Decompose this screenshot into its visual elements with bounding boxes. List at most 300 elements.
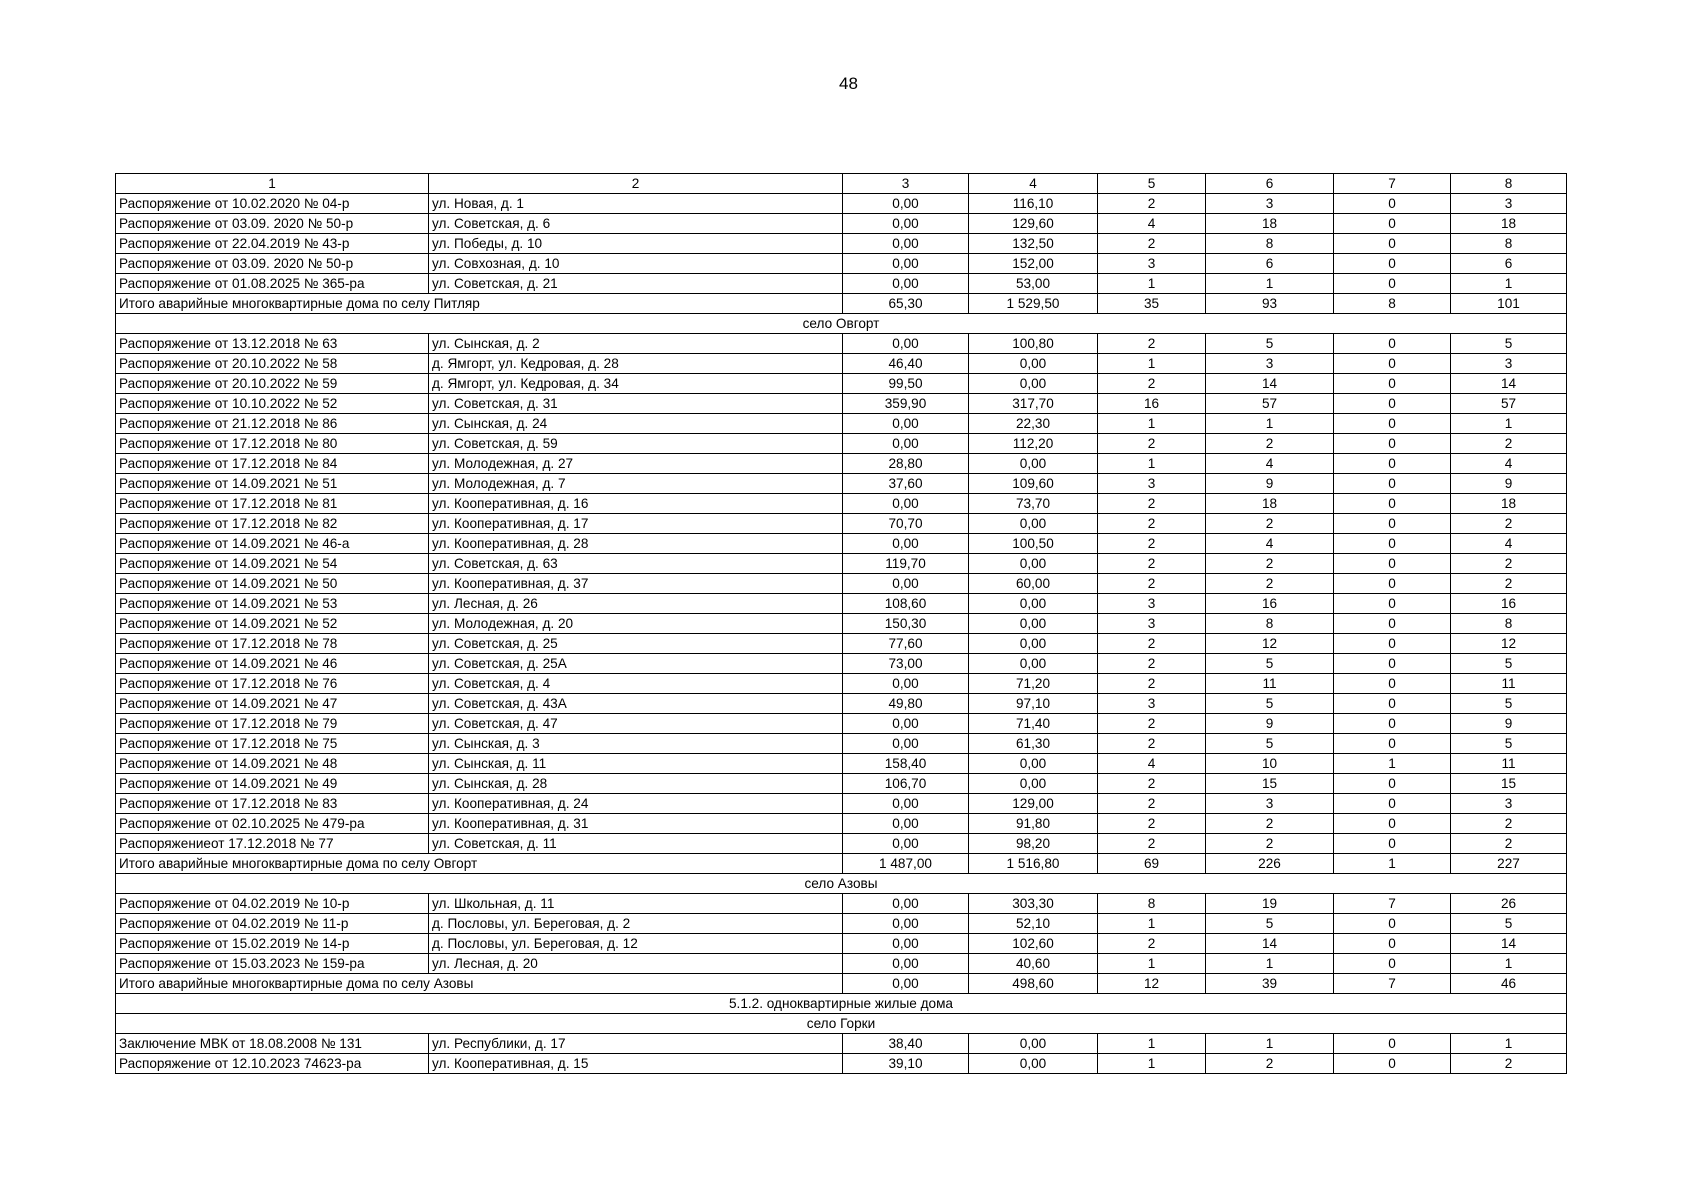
address-cell: ул. Победы, д. 10: [429, 234, 843, 254]
value-cell: 303,30: [969, 894, 1098, 914]
value-cell: 0,00: [843, 794, 969, 814]
document-cell: Распоряжение от 10.02.2020 № 04-р: [116, 194, 429, 214]
value-cell: 16: [1206, 594, 1334, 614]
address-cell: ул. Кооперативная, д. 31: [429, 814, 843, 834]
value-cell: 15: [1206, 774, 1334, 794]
value-cell: 8: [1206, 234, 1334, 254]
value-cell: 129,60: [969, 214, 1098, 234]
total-row: [116, 974, 1567, 994]
total-label: Итого аварийные многоквартирные дома по селу Питляр: [116, 294, 843, 314]
value-cell: 0,00: [969, 1034, 1098, 1054]
total-value: 39: [1206, 974, 1334, 994]
document-cell: Распоряжение от 17.12.2018 № 84: [116, 454, 429, 474]
section-heading: село Овгорт: [116, 314, 1567, 334]
value-cell: 0: [1334, 194, 1451, 214]
value-cell: 1: [1334, 754, 1451, 774]
column-number-cell: 5: [1098, 174, 1206, 194]
value-cell: 2: [1098, 634, 1206, 654]
table-row: [116, 534, 1567, 554]
value-cell: 0: [1334, 574, 1451, 594]
value-cell: 14: [1451, 374, 1567, 394]
value-cell: 100,50: [969, 534, 1098, 554]
address-cell: ул. Советская, д. 11: [429, 834, 843, 854]
value-cell: 158,40: [843, 754, 969, 774]
value-cell: 2: [1098, 554, 1206, 574]
value-cell: 16: [1098, 394, 1206, 414]
value-cell: 9: [1451, 714, 1567, 734]
table-row: [116, 754, 1567, 774]
value-cell: 3: [1206, 354, 1334, 374]
value-cell: 0,00: [843, 734, 969, 754]
value-cell: 0,00: [843, 894, 969, 914]
value-cell: 0,00: [843, 714, 969, 734]
value-cell: 2: [1098, 774, 1206, 794]
document-cell: Распоряжение от 17.12.2018 № 80: [116, 434, 429, 454]
value-cell: 0: [1334, 454, 1451, 474]
document-cell: Распоряжение от 14.09.2021 № 54: [116, 554, 429, 574]
address-cell: ул. Советская, д. 25А: [429, 654, 843, 674]
total-value: 1: [1334, 854, 1451, 874]
address-cell: д. Пословы, ул. Береговая, д. 12: [429, 934, 843, 954]
table-row: [116, 254, 1567, 274]
value-cell: 0,00: [969, 754, 1098, 774]
document-cell: Распоряжение от 14.09.2021 № 46: [116, 654, 429, 674]
table-row: [116, 734, 1567, 754]
value-cell: 0,00: [843, 674, 969, 694]
document-cell: Распоряжение от 04.02.2019 № 10-р: [116, 894, 429, 914]
column-number-cell: 1: [116, 174, 429, 194]
value-cell: 2: [1098, 234, 1206, 254]
total-value: 1 529,50: [969, 294, 1098, 314]
total-label: Итого аварийные многоквартирные дома по селу Овгорт: [116, 854, 843, 874]
address-cell: ул. Советская, д. 6: [429, 214, 843, 234]
value-cell: 99,50: [843, 374, 969, 394]
value-cell: 52,10: [969, 914, 1098, 934]
value-cell: 0,00: [843, 954, 969, 974]
section-heading: село Азовы: [116, 874, 1567, 894]
value-cell: 2: [1098, 334, 1206, 354]
value-cell: 2: [1098, 434, 1206, 454]
address-cell: ул. Кооперативная, д. 37: [429, 574, 843, 594]
address-cell: ул. Советская, д. 4: [429, 674, 843, 694]
table-row: [116, 694, 1567, 714]
value-cell: 0: [1334, 614, 1451, 634]
value-cell: 0: [1334, 714, 1451, 734]
value-cell: 0,00: [969, 514, 1098, 534]
value-cell: 0,00: [969, 374, 1098, 394]
total-value: 1 487,00: [843, 854, 969, 874]
table-row: [116, 674, 1567, 694]
value-cell: 3: [1098, 474, 1206, 494]
value-cell: 0: [1334, 534, 1451, 554]
value-cell: 0,00: [969, 774, 1098, 794]
document-cell: Распоряжение от 15.02.2019 № 14-р: [116, 934, 429, 954]
total-value: 7: [1334, 974, 1451, 994]
value-cell: 5: [1451, 734, 1567, 754]
value-cell: 5: [1451, 694, 1567, 714]
value-cell: 106,70: [843, 774, 969, 794]
value-cell: 3: [1206, 794, 1334, 814]
value-cell: 0,00: [969, 594, 1098, 614]
table-row: [116, 1054, 1567, 1074]
value-cell: 0,00: [843, 834, 969, 854]
value-cell: 0: [1334, 814, 1451, 834]
value-cell: 0,00: [843, 574, 969, 594]
table-row: [116, 654, 1567, 674]
value-cell: 0,00: [843, 194, 969, 214]
column-number-cell: 2: [429, 174, 843, 194]
address-cell: ул. Молодежная, д. 7: [429, 474, 843, 494]
value-cell: 4: [1098, 754, 1206, 774]
document-cell: Распоряжение от 14.09.2021 № 52: [116, 614, 429, 634]
document-cell: Заключение МВК от 18.08.2008 № 131: [116, 1034, 429, 1054]
total-value: 69: [1098, 854, 1206, 874]
address-cell: ул. Молодежная, д. 27: [429, 454, 843, 474]
value-cell: 2: [1098, 374, 1206, 394]
value-cell: 18: [1206, 494, 1334, 514]
value-cell: 2: [1206, 1054, 1334, 1074]
section-heading-row: [116, 314, 1567, 334]
value-cell: 2: [1206, 814, 1334, 834]
value-cell: 0: [1334, 474, 1451, 494]
column-number-cell: 4: [969, 174, 1098, 194]
value-cell: 0: [1334, 234, 1451, 254]
value-cell: 18: [1206, 214, 1334, 234]
value-cell: 152,00: [969, 254, 1098, 274]
table-row: [116, 934, 1567, 954]
total-value: 35: [1098, 294, 1206, 314]
value-cell: 40,60: [969, 954, 1098, 974]
value-cell: 0: [1334, 734, 1451, 754]
document-cell: Распоряжение от 20.10.2022 № 58: [116, 354, 429, 374]
value-cell: 2: [1206, 834, 1334, 854]
table-row: [116, 774, 1567, 794]
value-cell: 0: [1334, 694, 1451, 714]
value-cell: 9: [1206, 474, 1334, 494]
document-cell: Распоряжение от 17.12.2018 № 79: [116, 714, 429, 734]
document-cell: Распоряжение от 14.09.2021 № 46-а: [116, 534, 429, 554]
document-cell: Распоряжение от 12.10.2023 74623-ра: [116, 1054, 429, 1074]
document-cell: Распоряжение от 14.09.2021 № 47: [116, 694, 429, 714]
value-cell: 71,20: [969, 674, 1098, 694]
value-cell: 97,10: [969, 694, 1098, 714]
address-cell: ул. Советская, д. 25: [429, 634, 843, 654]
document-cell: Распоряжение от 14.09.2021 № 50: [116, 574, 429, 594]
document-cell: Распоряжение от 03.09. 2020 № 50-р: [116, 214, 429, 234]
document-cell: Распоряжение от 14.09.2021 № 51: [116, 474, 429, 494]
table-row: [116, 794, 1567, 814]
value-cell: 2: [1451, 514, 1567, 534]
value-cell: 0,00: [969, 1054, 1098, 1074]
value-cell: 2: [1098, 814, 1206, 834]
value-cell: 0: [1334, 594, 1451, 614]
total-value: 12: [1098, 974, 1206, 994]
value-cell: 11: [1451, 754, 1567, 774]
value-cell: 98,20: [969, 834, 1098, 854]
document-cell: Распоряжение от 20.10.2022 № 59: [116, 374, 429, 394]
value-cell: 8: [1098, 894, 1206, 914]
value-cell: 61,30: [969, 734, 1098, 754]
total-row: [116, 294, 1567, 314]
document-cell: Распоряжение от 15.03.2023 № 159-ра: [116, 954, 429, 974]
address-cell: ул. Сынская, д. 11: [429, 754, 843, 774]
value-cell: 1: [1206, 1034, 1334, 1054]
value-cell: 10: [1206, 754, 1334, 774]
address-cell: ул. Кооперативная, д. 16: [429, 494, 843, 514]
value-cell: 1: [1098, 354, 1206, 374]
value-cell: 19: [1206, 894, 1334, 914]
value-cell: 129,00: [969, 794, 1098, 814]
value-cell: 5: [1206, 654, 1334, 674]
table-row: [116, 454, 1567, 474]
document-cell: Распоряжение от 14.09.2021 № 53: [116, 594, 429, 614]
table-row: [116, 354, 1567, 374]
value-cell: 0: [1334, 914, 1451, 934]
value-cell: 2: [1098, 574, 1206, 594]
table-row: [116, 374, 1567, 394]
value-cell: 8: [1206, 614, 1334, 634]
value-cell: 1: [1451, 1034, 1567, 1054]
total-value: 1 516,80: [969, 854, 1098, 874]
table-row: [116, 614, 1567, 634]
total-value: 8: [1334, 294, 1451, 314]
total-value: 0,00: [843, 974, 969, 994]
table-row: [116, 834, 1567, 854]
value-cell: 71,40: [969, 714, 1098, 734]
address-cell: ул. Лесная, д. 20: [429, 954, 843, 974]
address-cell: ул. Молодежная, д. 20: [429, 614, 843, 634]
table-row: [116, 714, 1567, 734]
table-row: [116, 514, 1567, 534]
address-cell: ул. Республики, д. 17: [429, 1034, 843, 1054]
value-cell: 2: [1098, 654, 1206, 674]
value-cell: 0,00: [843, 534, 969, 554]
value-cell: 73,70: [969, 494, 1098, 514]
value-cell: 0: [1334, 214, 1451, 234]
value-cell: 132,50: [969, 234, 1098, 254]
value-cell: 28,80: [843, 454, 969, 474]
value-cell: 3: [1098, 254, 1206, 274]
value-cell: 2: [1098, 194, 1206, 214]
data-table: [115, 173, 1567, 1074]
column-number-cell: 3: [843, 174, 969, 194]
document-cell: Распоряжение от 21.12.2018 № 86: [116, 414, 429, 434]
address-cell: ул. Лесная, д. 26: [429, 594, 843, 614]
value-cell: 2: [1098, 934, 1206, 954]
value-cell: 0: [1334, 274, 1451, 294]
total-value: 226: [1206, 854, 1334, 874]
address-cell: ул. Сынская, д. 2: [429, 334, 843, 354]
value-cell: 1: [1451, 954, 1567, 974]
document-cell: Распоряжение от 17.12.2018 № 83: [116, 794, 429, 814]
value-cell: 6: [1451, 254, 1567, 274]
section-heading-row: [116, 1014, 1567, 1034]
document-cell: Распоряжение от 04.02.2019 № 11-р: [116, 914, 429, 934]
value-cell: 0,00: [843, 334, 969, 354]
document-cell: Распоряжение от 02.10.2025 № 479-ра: [116, 814, 429, 834]
value-cell: 18: [1451, 214, 1567, 234]
value-cell: 5: [1451, 334, 1567, 354]
document-cell: Распоряжение от 22.04.2019 № 43-р: [116, 234, 429, 254]
value-cell: 0: [1334, 634, 1451, 654]
column-number-cell: 7: [1334, 174, 1451, 194]
value-cell: 4: [1451, 454, 1567, 474]
table-row: [116, 814, 1567, 834]
value-cell: 1: [1098, 914, 1206, 934]
table-row: [116, 554, 1567, 574]
value-cell: 0,00: [843, 494, 969, 514]
document-cell: Распоряжение от 03.09. 2020 № 50-р: [116, 254, 429, 274]
value-cell: 0: [1334, 834, 1451, 854]
value-cell: 2: [1098, 794, 1206, 814]
address-cell: ул. Советская, д. 47: [429, 714, 843, 734]
value-cell: 0: [1334, 394, 1451, 414]
value-cell: 1: [1098, 454, 1206, 474]
value-cell: 0,00: [843, 934, 969, 954]
value-cell: 14: [1206, 934, 1334, 954]
table-row: [116, 394, 1567, 414]
value-cell: 0: [1334, 514, 1451, 534]
value-cell: 116,10: [969, 194, 1098, 214]
address-cell: д. Ямгорт, ул. Кедровая, д. 34: [429, 374, 843, 394]
table-row: [116, 574, 1567, 594]
value-cell: 1: [1451, 414, 1567, 434]
value-cell: 0,00: [843, 434, 969, 454]
value-cell: 0,00: [969, 634, 1098, 654]
value-cell: 2: [1451, 814, 1567, 834]
value-cell: 0: [1334, 674, 1451, 694]
value-cell: 2: [1206, 514, 1334, 534]
table-body: [116, 174, 1567, 1074]
table-row: [116, 194, 1567, 214]
value-cell: 3: [1098, 594, 1206, 614]
value-cell: 0,00: [843, 414, 969, 434]
value-cell: 0,00: [843, 254, 969, 274]
total-value: 227: [1451, 854, 1567, 874]
value-cell: 14: [1206, 374, 1334, 394]
value-cell: 0: [1334, 954, 1451, 974]
value-cell: 0: [1334, 374, 1451, 394]
document-cell: Распоряжение от 14.09.2021 № 49: [116, 774, 429, 794]
value-cell: 2: [1206, 554, 1334, 574]
value-cell: 2: [1098, 534, 1206, 554]
value-cell: 26: [1451, 894, 1567, 914]
value-cell: 2: [1098, 494, 1206, 514]
table-row: [116, 214, 1567, 234]
address-cell: ул. Сынская, д. 3: [429, 734, 843, 754]
value-cell: 8: [1451, 234, 1567, 254]
table-row: [116, 414, 1567, 434]
value-cell: 0,00: [969, 354, 1098, 374]
value-cell: 0: [1334, 414, 1451, 434]
value-cell: 5: [1451, 654, 1567, 674]
address-cell: ул. Советская, д. 63: [429, 554, 843, 574]
document-cell: Распоряжение от 13.12.2018 № 63: [116, 334, 429, 354]
value-cell: 0: [1334, 434, 1451, 454]
document-cell: Распоряжение от 17.12.2018 № 81: [116, 494, 429, 514]
value-cell: 1: [1206, 414, 1334, 434]
value-cell: 2: [1451, 834, 1567, 854]
value-cell: 70,70: [843, 514, 969, 534]
value-cell: 37,60: [843, 474, 969, 494]
value-cell: 108,60: [843, 594, 969, 614]
table-row: [116, 894, 1567, 914]
value-cell: 0: [1334, 1034, 1451, 1054]
value-cell: 150,30: [843, 614, 969, 634]
address-cell: ул. Советская, д. 31: [429, 394, 843, 414]
table-row: [116, 914, 1567, 934]
value-cell: 2: [1098, 514, 1206, 534]
value-cell: 0: [1334, 494, 1451, 514]
address-cell: ул. Советская, д. 21: [429, 274, 843, 294]
value-cell: 8: [1451, 614, 1567, 634]
value-cell: 5: [1451, 914, 1567, 934]
value-cell: 2: [1451, 574, 1567, 594]
document-cell: Распоряжение от 17.12.2018 № 76: [116, 674, 429, 694]
value-cell: 2: [1206, 574, 1334, 594]
value-cell: 73,00: [843, 654, 969, 674]
section-heading: село Горки: [116, 1014, 1567, 1034]
value-cell: 5: [1206, 734, 1334, 754]
table-header-row: [116, 174, 1567, 194]
value-cell: 1: [1206, 274, 1334, 294]
value-cell: 11: [1451, 674, 1567, 694]
table-row: [116, 234, 1567, 254]
value-cell: 57: [1206, 394, 1334, 414]
value-cell: 1: [1098, 274, 1206, 294]
value-cell: 1: [1098, 1034, 1206, 1054]
value-cell: 102,60: [969, 934, 1098, 954]
value-cell: 0,00: [969, 654, 1098, 674]
value-cell: 4: [1098, 214, 1206, 234]
total-value: 498,60: [969, 974, 1098, 994]
document-cell: Распоряжение от 10.10.2022 № 52: [116, 394, 429, 414]
page-number: 48: [839, 74, 858, 93]
value-cell: 4: [1451, 534, 1567, 554]
value-cell: 2: [1098, 734, 1206, 754]
value-cell: 15: [1451, 774, 1567, 794]
document-cell: Распоряжение от 17.12.2018 № 75: [116, 734, 429, 754]
value-cell: 4: [1206, 454, 1334, 474]
value-cell: 2: [1098, 714, 1206, 734]
value-cell: 38,40: [843, 1034, 969, 1054]
address-cell: ул. Кооперативная, д. 15: [429, 1054, 843, 1074]
value-cell: 46,40: [843, 354, 969, 374]
value-cell: 22,30: [969, 414, 1098, 434]
value-cell: 2: [1098, 674, 1206, 694]
value-cell: 39,10: [843, 1054, 969, 1074]
total-value: 93: [1206, 294, 1334, 314]
value-cell: 3: [1451, 194, 1567, 214]
value-cell: 0: [1334, 354, 1451, 374]
value-cell: 5: [1206, 914, 1334, 934]
value-cell: 3: [1206, 194, 1334, 214]
table-row: [116, 634, 1567, 654]
total-value: 46: [1451, 974, 1567, 994]
value-cell: 12: [1451, 634, 1567, 654]
value-cell: 6: [1206, 254, 1334, 274]
total-value: 65,30: [843, 294, 969, 314]
value-cell: 0,00: [843, 914, 969, 934]
value-cell: 2: [1206, 434, 1334, 454]
value-cell: 3: [1451, 354, 1567, 374]
value-cell: 100,80: [969, 334, 1098, 354]
value-cell: 11: [1206, 674, 1334, 694]
section-heading: 5.1.2. одноквартирные жилые дома: [116, 994, 1567, 1014]
value-cell: 0,00: [843, 234, 969, 254]
total-row: [116, 854, 1567, 874]
value-cell: 5: [1206, 334, 1334, 354]
